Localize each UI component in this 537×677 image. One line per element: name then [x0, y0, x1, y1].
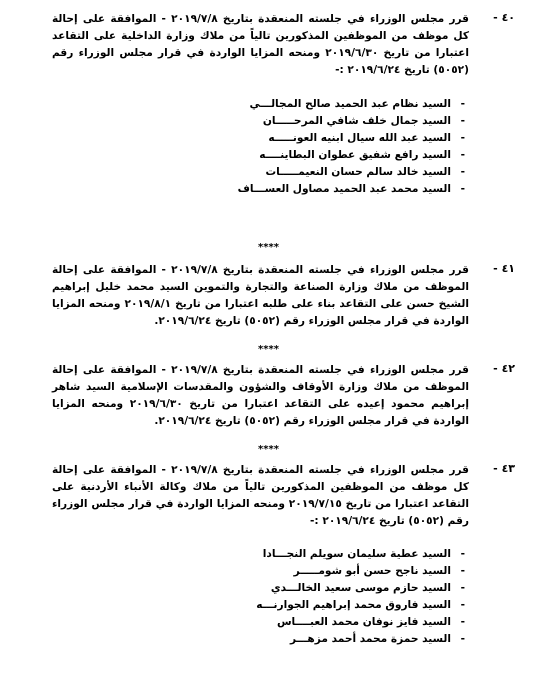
names-list: [256, 546, 465, 648]
list-item: -السيد خالد سالم حسان النعيمـــــات: [265, 166, 465, 178]
list-item: -السيد عبد الله سيال ابنيه العونـــــه: [268, 132, 465, 144]
decision-text: قرر مجلس الوزراء في جلسته المنعقدة بتاريخ ٢٠١٩/٧/٨ - الموافقة على إحالة كل موظف من الموظفين المذكورين تالياً من ملاك وكالة الأنباء الأردنية على التقاعد اعتبارا من تاريخ ٢٠١٩/٧/١٥ ومنحه المزايا الواردة في قرار مجلس الوزراء رقم (٥٠٥٢) تاريخ ٢٠١٩/٦/٢٤ :-: [52, 464, 469, 527]
decision-text: قرر مجلس الوزراء في جلسته المنعقدة بتاريخ ٢٠١٩/٧/٨ - الموافقة على إحالة كل موظف من الموظفين المذكورين تالياً من ملاك وزارة الداخلية على التقاعد اعتبارا من تاريخ ٢٠١٩/٦/٣٠ ومنحه المزايا الواردة في قرار مجلس الوزراء رقم (٥٠٥٢) تاريخ ٢٠١٩/٦/٢٤ :-: [52, 13, 469, 76]
list-item: -السيد ناجح حسن أبو شومـــــر: [293, 565, 465, 577]
list-item: -السيد رافع شفيق عطوان البطاينــــه: [259, 149, 465, 161]
list-item: -السيد فايز نوفان محمد العبــــاس: [276, 616, 465, 628]
list-item: -السيد حازم موسى سعيد الخالـــدي: [270, 582, 465, 594]
item-number: ٤٠ -: [493, 11, 515, 24]
list-item: -السيد جمال خلف شافي المرحـــــان: [262, 115, 465, 127]
item-number: ٤٣ -: [493, 462, 515, 475]
list-item: -السيد فاروق محمد إبراهيم الجوارنـــه: [256, 599, 465, 611]
list-item: -السيد حمزة محمد أحمد مزهـــر: [289, 633, 465, 645]
decision-text: قرر مجلس الوزراء في جلسته المنعقدة بتاريخ ٢٠١٩/٧/٨ - الموافقة على إحالة الموظف من ملاك وزارة الصناعة والتجارة والتموين السيد محمد خليل إبراهيم الشيخ حسن على التقاعد بناء على طلبه اعتبارا من تاريخ ٢٠١٩/٨/١ ومنحه المزايا الواردة في قرار مجلس الوزراء رقم (٥٠٥٢) تاريخ ٢٠١٩/٦/٢٤.: [52, 264, 470, 327]
list-item: -السيد محمد عبد الحميد مصاول العســـاف: [237, 183, 465, 195]
list-item: -السيد عطية سليمان سويلم النجـــادا: [262, 548, 465, 560]
separator: ****: [258, 444, 279, 455]
item-number: ٤١ -: [493, 262, 515, 275]
decision-text: قرر مجلس الوزراء في جلسته المنعقدة بتاريخ ٢٠١٩/٧/٨ - الموافقة على إحالة الموظف من ملاك وزارة الأوقاف والشؤون والمقدسات الإسلامية السيد شاهر إبراهيم محمود إعيده على التقاعد اعتبارا من تاريخ ٢٠١٩/٦/٣٠ ومنحه المزايا الواردة في قرار مجلس الوزراء رقم (٥٠٥٢) تاريخ ٢٠١٩/٦/٢٤.: [52, 364, 469, 427]
item-number: ٤٢ -: [493, 362, 515, 375]
separator: ****: [258, 242, 279, 253]
names-list: [238, 96, 465, 198]
separator: ****: [258, 344, 279, 355]
list-item: -السيد نظام عبد الحميد صالح المجالـــي: [249, 98, 465, 110]
